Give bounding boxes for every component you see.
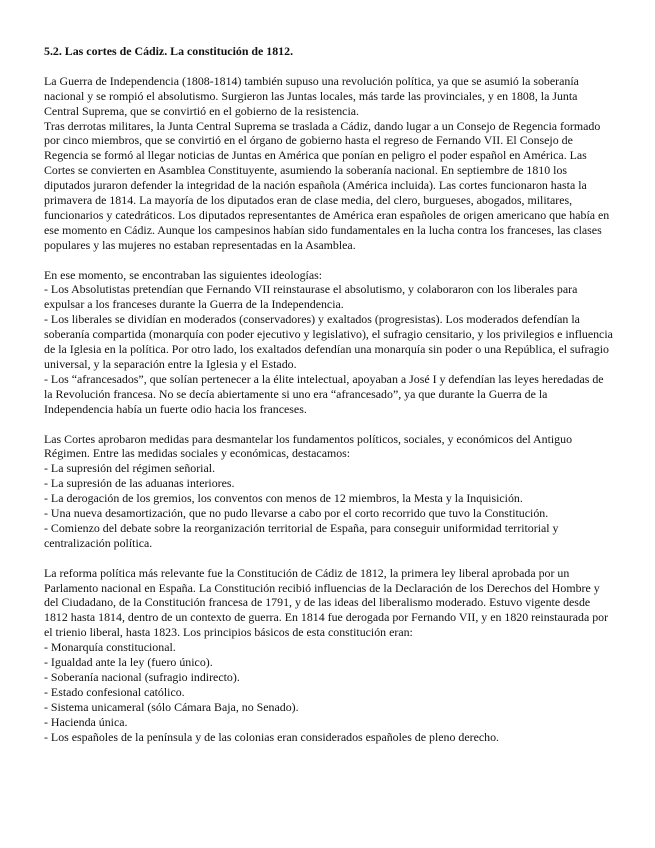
measures-intro: Las Cortes aprobaron medidas para desmantelar los fundamentos políticos, sociales, y económicos del Antiguo Régimen. Entre las medidas sociales y económicas, destacamos: (44, 431, 573, 461)
principle-item: - Los españoles de la península y de las colonias eran considerados españoles de pleno derecho. (44, 729, 499, 744)
paragraph-gap (44, 551, 614, 566)
intro-paragraph-2: Tras derrotas militares, la Junta Central Suprema se traslada a Cádiz, dando lugar a un Consejo de Regencia formado por cinco miembros, que se convirtió en el órgano de gobierno hasta el regreso de Fernando VII. El Consejo de Regencia se formó al llegar noticias de Juntas en América que ponían en peligro el poder español en América. Las Cortes se convierten en Asamblea Constituyente, asumiendo la soberanía nacional. En septiembre de 1810 los diputados juraron defender la integridad de la nación española (América incluida). Las cortes funcionaron hasta la primavera de 1814. La mayoría de los diputados eran de clase media, del clero, burgueses, abogados, militares, funcionarios y catedráticos. Los diputados representantes de América eran españoles de origen americano que había en ese momento en Cádiz. Aunque los campesinos habían sido fundamentales en la lucha contra los franceses, las clases populares y las mujeres no estaban representadas en la Asamblea. (44, 118, 610, 252)
ideology-item: - Los Absolutistas pretendían que Fernando VII reinstaurase el absolutismo, y colaboraron con los liberales para expulsar a los franceses durante la Guerra de la Independencia. (44, 282, 578, 312)
principle-item: - Igualdad ante la ley (fuero único). (44, 655, 213, 670)
principle-item: - Estado confesional católico. (44, 684, 185, 699)
principle-item: - Soberanía nacional (sufragio indirecto). (44, 670, 240, 684)
measure-item: - La supresión del régimen señorial. (44, 461, 216, 476)
measure-item: - La derogación de los gremios, los conventos con menos de 12 miembros, la Mesta y la Inquisición. (44, 491, 523, 506)
measure-item: - La supresión de las aduanas interiores. (44, 476, 235, 491)
paragraph-gap (44, 417, 614, 432)
ideologies-intro: En ese momento, se encontraban las siguientes ideologías: (44, 267, 323, 282)
principle-item: - Sistema unicameral (sólo Cámara Baja, no Senado). (44, 699, 299, 714)
ideology-item: - Los “afrancesados”, que solían pertenecer a la élite intelectual, apoyaban a José I y defendían las leyes heredadas de la Revolución francesa. No se decía abiertamente si uno era “afrancesado”, ya que durante la Guerra de la Independencia había un fuerte odio hacia los franceses. (44, 371, 604, 416)
document-page (44, 44, 614, 745)
section-title: 5.2. Las cortes de Cádiz. La constitución de 1812. (44, 44, 294, 58)
ideology-item: - Los liberales se dividían en moderados (conservadores) y exaltados (progresistas). Los moderados defendían la soberanía compartida (monarquía con poder ejecutivo y legislativo), el sufragio censitario, y los privilegios e influencia de la Iglesia en la política. Por otro lado, los exaltados defendían una monarquía sin poder o una República, el sufragio universal, y la separación entre la Iglesia y el Estado. (44, 312, 613, 371)
intro-paragraph-1: La Guerra de Independencia (1808-1814) también supuso una revolución política, ya que se asumió la soberanía nacional y se rompió el absolutismo. Surgieron las Juntas locales, más tarde las provinciales, y en 1808, la Junta Central Suprema, que se convirtió en el gobierno de la resistencia. (44, 73, 579, 118)
principle-item: - Hacienda única. (44, 714, 128, 729)
principle-item: - Monarquía constitucional. (44, 640, 176, 655)
measure-item: - Una nueva desamortización, que no pudo llevarse a cabo por el corto recorrido que tuvo la Constitución. (44, 506, 549, 521)
constitution-intro: La reforma política más relevante fue la Constitución de Cádiz de 1812, la primera ley liberal aprobada por un Parlamento nacional en España. La Constitución recibió influencias de la Declaración de los Derechos del Hombre y del Ciudadano, de la Constitución francesa de 1791, y de las ideas del liberalismo moderado. Estuvo vigente desde 1812 hasta 1814, dentro de un contexto de guerra. En 1814 fue derogada por Fernando VII, y en 1820 reinstaurada por el trienio liberal, hasta 1823. Los principios básicos de esta constitución eran: (44, 565, 609, 640)
paragraph-gap (44, 253, 614, 268)
measure-item: - Comienzo del debate sobre la reorganización territorial de España, para conseguir uniformidad territorial y centralización política. (44, 520, 559, 550)
